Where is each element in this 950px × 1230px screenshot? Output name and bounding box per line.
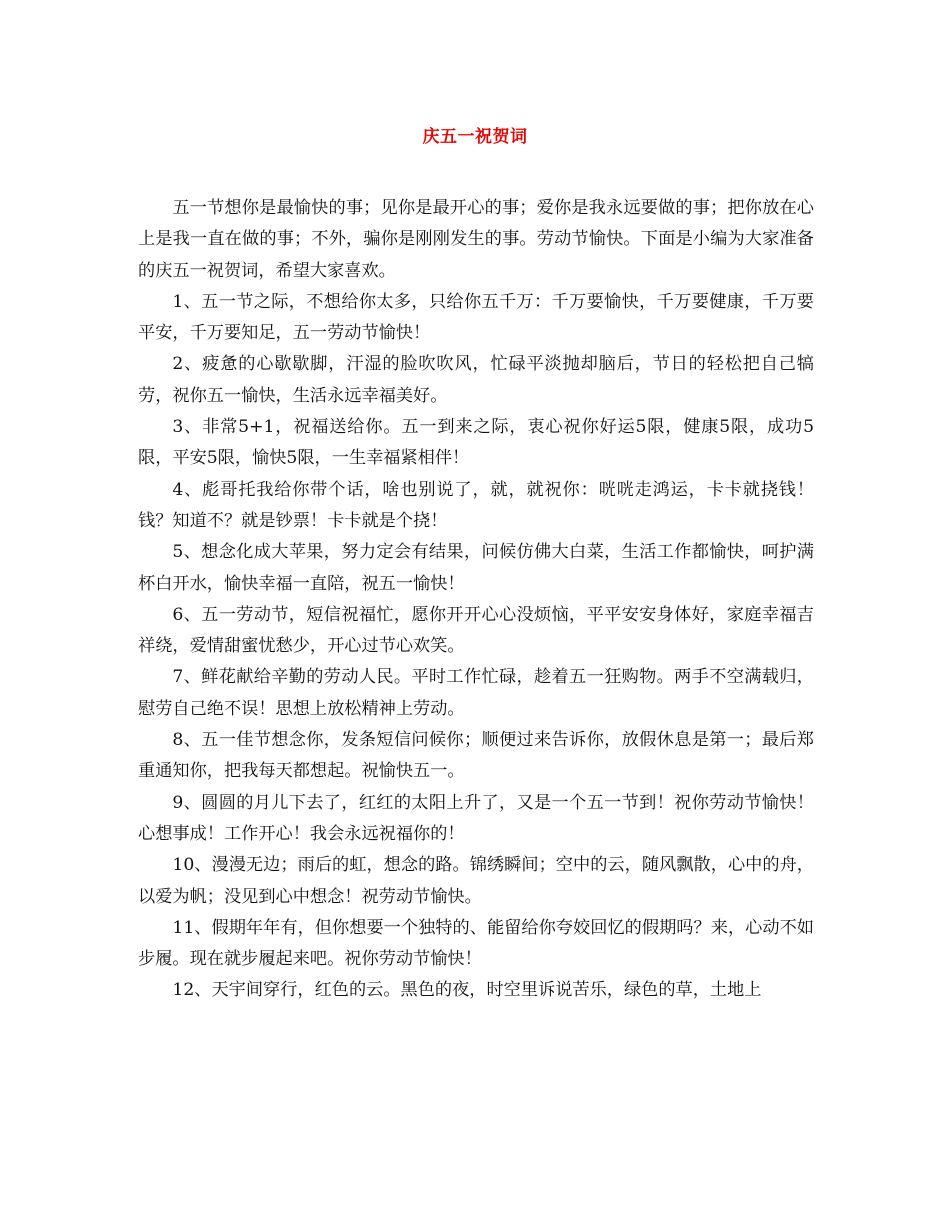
paragraph-item-10: 10、漫漫无边；雨后的虹，想念的路。锦绣瞬间；空中的云，随风飘散，心中的舟，以爱为帆；没见到心中想念！祝劳动节愉快。 (138, 855, 814, 907)
document-title: 庆五一祝贺词 (422, 127, 528, 147)
paragraph-item-9: 9、圆圆的月儿下去了，红红的太阳上升了，又是一个五一节到！祝你劳动节愉快！心想事成！工作开心！我会永远祝福你的！ (138, 792, 814, 844)
paragraph-item-3: 3、非常5+1，祝福送给你。五一到来之际，衷心祝你好运5限，健康5限，成功5限，平安5限，愉快5限，一生幸福紧相伴！ (138, 417, 814, 469)
paragraph-item-8: 8、五一佳节想念你，发条短信问候你；顺便过来告诉你，放假休息是第一；最后郑重通知你，把我每天都想起。祝愉快五一。 (138, 730, 814, 782)
paragraph-intro: 五一节想你是最愉快的事；见你是最开心的事；爱你是我永远要做的事；把你放在心上是我一直在做的事；不外，骗你是刚刚发生的事。劳动节愉快。下面是小编为大家准备的庆五一祝贺词，希望大家喜欢。 (138, 198, 814, 281)
paragraph-item-4: 4、彪哥托我给你带个话，啥也别说了，就，就祝你：咣咣走鸿运，卡卡就挠钱！钱？知道不？就是钞票！卡卡就是个挠！ (138, 479, 814, 531)
paragraph-item-2: 2、疲惫的心歇歇脚，汗湿的脸吹吹风，忙碌平淡抛却脑后，节日的轻松把自己犒劳，祝你五一愉快，生活永远幸福美好。 (138, 354, 814, 406)
paragraph-item-1: 1、五一节之际，不想给你太多，只给你五千万：千万要愉快，千万要健康，千万要平安，千万要知足，五一劳动节愉快！ (138, 291, 814, 344)
paragraph-item-6: 6、五一劳动节，短信祝福忙，愿你开开心心没烦恼，平平安安身体好，家庭幸福吉祥绕，爱情甜蜜忧愁少，开心过节心欢笑。 (138, 604, 814, 657)
paragraph-item-5: 5、想念化成大苹果，努力定会有结果，问候仿佛大白菜，生活工作都愉快，呵护满杯白开水，愉快幸福一直陪，祝五一愉快！ (138, 542, 814, 594)
paragraph-item-12: 12、天宇间穿行，红色的云。黑色的夜，时空里诉说苦乐，绿色的草，土地上 (172, 980, 762, 1001)
paragraph-item-11: 11、假期年年有，但你想要一个独特的、能留给你夸姣回忆的假期吗？来，心动不如步履。现在就步履起来吧。祝你劳动节愉快！ (138, 917, 814, 970)
paragraph-item-7: 7、鲜花献给辛勤的劳动人民。平时工作忙碌，趁着五一狂购物。两手不空满载归，慰劳自己绝不误！思想上放松精神上劳动。 (138, 667, 814, 719)
document-body (138, 193, 814, 1007)
